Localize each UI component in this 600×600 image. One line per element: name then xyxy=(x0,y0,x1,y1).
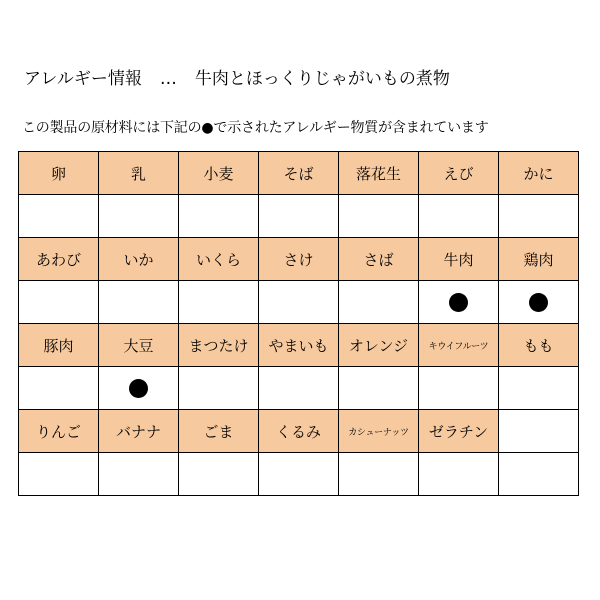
allergen-mark-cell xyxy=(419,281,499,324)
allergen-mark-cell xyxy=(339,367,419,410)
allergen-notice: この製品の原材料には下記の●で示されたアレルギー物質が含まれています xyxy=(22,120,489,136)
allergen-name-row xyxy=(19,410,579,453)
allergen-name-cell: りんご xyxy=(19,410,99,453)
allergen-mark-row xyxy=(19,195,579,238)
allergen-name-cell: ゼラチン xyxy=(419,410,499,453)
allergen-mark-cell xyxy=(419,367,499,410)
allergen-mark-cell xyxy=(179,281,259,324)
allergen-name-cell: もも xyxy=(499,324,579,367)
contains-dot-icon xyxy=(529,293,548,312)
allergen-name-cell: かに xyxy=(499,152,579,195)
allergen-mark-cell xyxy=(499,367,579,410)
allergen-mark-cell xyxy=(19,367,99,410)
allergen-mark-cell xyxy=(19,281,99,324)
allergen-name-row xyxy=(19,152,579,195)
allergen-mark-row xyxy=(19,367,579,410)
allergen-mark-cell xyxy=(419,453,499,496)
allergen-mark-cell xyxy=(99,195,179,238)
allergen-mark-cell xyxy=(99,367,179,410)
contains-dot-icon xyxy=(129,379,148,398)
allergen-name-cell: 落花生 xyxy=(339,152,419,195)
allergen-name-cell: さけ xyxy=(259,238,339,281)
allergen-mark-cell xyxy=(499,281,579,324)
allergen-name-cell: あわび xyxy=(19,238,99,281)
allergen-name-cell: やまいも xyxy=(259,324,339,367)
allergen-mark-cell xyxy=(339,195,419,238)
page-title xyxy=(24,64,450,89)
allergen-mark-cell xyxy=(259,195,339,238)
allergen-name-cell: そば xyxy=(259,152,339,195)
allergen-name-cell: ごま xyxy=(179,410,259,453)
allergen-mark-cell xyxy=(499,195,579,238)
allergen-name-cell: オレンジ xyxy=(339,324,419,367)
contains-dot-icon xyxy=(449,293,468,312)
allergen-name-cell: キウイフルーツ xyxy=(419,324,499,367)
allergen-mark-cell xyxy=(339,453,419,496)
allergen-mark-cell xyxy=(19,453,99,496)
allergen-mark-cell xyxy=(259,367,339,410)
allergen-mark-cell xyxy=(99,453,179,496)
allergen-table xyxy=(18,151,579,496)
allergen-name-cell: 卵 xyxy=(19,152,99,195)
allergen-mark-row xyxy=(19,453,579,496)
allergen-name-cell: いか xyxy=(99,238,179,281)
allergen-name-cell: まつたけ xyxy=(179,324,259,367)
title-ellipsis: … xyxy=(159,69,177,89)
title-prefix: アレルギー情報 xyxy=(24,69,142,89)
allergen-name-cell: 小麦 xyxy=(179,152,259,195)
allergen-name-cell: 豚肉 xyxy=(19,324,99,367)
allergen-mark-cell xyxy=(179,195,259,238)
allergen-name-cell: バナナ xyxy=(99,410,179,453)
allergen-name-cell: 鶏肉 xyxy=(499,238,579,281)
product-name: 牛肉とほっくりじゃがいもの煮物 xyxy=(194,69,450,89)
allergen-mark-cell xyxy=(99,281,179,324)
allergen-name-cell: 大豆 xyxy=(99,324,179,367)
allergen-name-cell: カシューナッツ xyxy=(339,410,419,453)
allergen-name-cell: えび xyxy=(419,152,499,195)
allergen-mark-cell xyxy=(259,453,339,496)
allergen-name-cell: いくら xyxy=(179,238,259,281)
allergen-name-cell: 牛肉 xyxy=(419,238,499,281)
allergen-name-row xyxy=(19,324,579,367)
allergen-name-cell xyxy=(499,410,579,453)
allergen-name-row xyxy=(19,238,579,281)
allergen-mark-row xyxy=(19,281,579,324)
allergen-mark-cell xyxy=(259,281,339,324)
allergen-mark-cell xyxy=(419,195,499,238)
allergen-mark-cell xyxy=(179,367,259,410)
allergen-mark-cell xyxy=(179,453,259,496)
allergen-name-cell: さば xyxy=(339,238,419,281)
allergen-mark-cell xyxy=(339,281,419,324)
allergen-mark-cell xyxy=(19,195,99,238)
allergen-name-cell: 乳 xyxy=(99,152,179,195)
allergen-mark-cell xyxy=(499,453,579,496)
allergen-name-cell: くるみ xyxy=(259,410,339,453)
